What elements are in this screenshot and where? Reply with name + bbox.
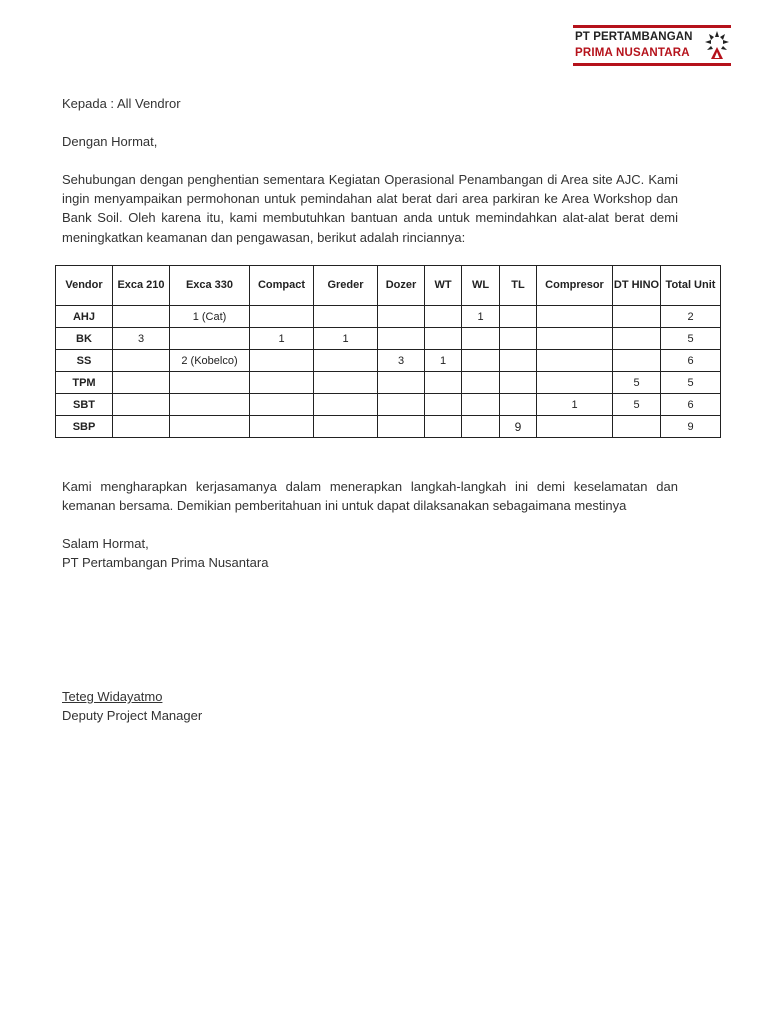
table-cell: 1 xyxy=(250,328,314,350)
table-cell xyxy=(314,350,378,372)
table-cell xyxy=(537,350,613,372)
table-cell: BK xyxy=(56,328,113,350)
table-cell xyxy=(378,372,425,394)
table-cell: SBP xyxy=(56,416,113,438)
table-cell xyxy=(170,372,250,394)
closing-paragraph: Kami mengharapkan kerjasamanya dalam menerapkan langkah-langkah ini demi keselamatan dan kemanan bersama. Demikian pemberitahuan ini untuk dapat dilaksanakan sebagaimana mestinya xyxy=(62,479,678,514)
table-cell: 6 xyxy=(661,394,721,416)
table-row xyxy=(56,372,721,394)
header-compresor: Compresor xyxy=(537,266,613,306)
header-total-unit: Total Unit xyxy=(661,266,721,306)
table-cell: 5 xyxy=(613,394,661,416)
table-header-row xyxy=(56,266,721,306)
table-cell xyxy=(537,372,613,394)
table-cell: 5 xyxy=(661,372,721,394)
table-cell: 3 xyxy=(378,350,425,372)
table-cell xyxy=(613,306,661,328)
header-exca-210: Exca 210 xyxy=(113,266,170,306)
table-cell xyxy=(500,350,537,372)
table-row xyxy=(56,350,721,372)
table-cell: 3 xyxy=(113,328,170,350)
header-dt-hino: DT HINO xyxy=(613,266,661,306)
header-compact: Compact xyxy=(250,266,314,306)
table-cell: 9 xyxy=(661,416,721,438)
table-row xyxy=(56,416,721,438)
signatory-title: Deputy Project Manager xyxy=(62,708,203,723)
greeting: Dengan Hormat, xyxy=(62,134,158,149)
table-cell xyxy=(250,350,314,372)
table-cell: 2 xyxy=(661,306,721,328)
company-logo-mark-icon xyxy=(703,29,731,61)
table-cell xyxy=(425,328,462,350)
equipment-table xyxy=(55,265,721,438)
table-cell xyxy=(500,306,537,328)
table-cell: 1 xyxy=(462,306,500,328)
salutation: Salam Hormat, xyxy=(62,536,149,551)
header-wl: WL xyxy=(462,266,500,306)
logo-top-rule xyxy=(573,25,731,28)
table-cell xyxy=(425,394,462,416)
table-cell xyxy=(613,350,661,372)
table-cell xyxy=(113,350,170,372)
header-wt: WT xyxy=(425,266,462,306)
table-cell xyxy=(613,416,661,438)
table-cell xyxy=(537,328,613,350)
table-row xyxy=(56,328,721,350)
table-cell xyxy=(113,416,170,438)
table-cell xyxy=(500,328,537,350)
table-cell xyxy=(378,416,425,438)
table-cell xyxy=(314,372,378,394)
table-cell xyxy=(250,306,314,328)
table-cell xyxy=(250,416,314,438)
table-cell: 5 xyxy=(613,372,661,394)
header-exca-330: Exca 330 xyxy=(170,266,250,306)
table-cell xyxy=(425,416,462,438)
table-cell: 9 xyxy=(500,416,537,438)
table-cell: 1 xyxy=(314,328,378,350)
table-cell xyxy=(113,394,170,416)
table-cell xyxy=(170,416,250,438)
signature-block xyxy=(62,687,678,706)
table-cell: 6 xyxy=(661,350,721,372)
table-cell xyxy=(500,372,537,394)
table-cell xyxy=(113,306,170,328)
table-cell xyxy=(250,372,314,394)
table-cell: AHJ xyxy=(56,306,113,328)
header-vendor: Vendor xyxy=(56,266,113,306)
intro-paragraph: Sehubungan dengan penghentian sementara Kegiatan Operasional Penambangan di Area site AJC. Kami ingin menyampaikan permohonan untuk pemindahan alat berat dari area parkiran ke Area Workshop dan Bank Soil. Oleh karena itu, kami membutuhkan bantuan anda untuk memindahkan alat-alat berat demi meningkatkan keamanan dan pengawasan, berikut adalah rinciannya: xyxy=(62,172,678,245)
table-cell xyxy=(462,372,500,394)
table-row xyxy=(56,394,721,416)
table-cell: 1 xyxy=(425,350,462,372)
table-cell xyxy=(314,306,378,328)
table-cell xyxy=(462,350,500,372)
table-cell xyxy=(378,306,425,328)
logo-line-2: PRIMA NUSANTARA xyxy=(575,47,690,59)
table-cell xyxy=(378,328,425,350)
table-cell xyxy=(537,416,613,438)
table-cell: SBT xyxy=(56,394,113,416)
table-cell xyxy=(613,328,661,350)
header-dozer: Dozer xyxy=(378,266,425,306)
recipient-line: Kepada : All Vendror xyxy=(62,96,181,111)
signatory-name: Teteg Widayatmo xyxy=(62,689,163,704)
table-cell xyxy=(314,394,378,416)
table-cell: 2 (Kobelco) xyxy=(170,350,250,372)
table-cell xyxy=(378,394,425,416)
table-cell xyxy=(250,394,314,416)
table-cell xyxy=(314,416,378,438)
table-cell xyxy=(500,394,537,416)
table-row xyxy=(56,306,721,328)
logo-bottom-rule xyxy=(573,63,731,66)
table-cell: 1 xyxy=(537,394,613,416)
table-cell xyxy=(170,328,250,350)
table-cell: 1 (Cat) xyxy=(170,306,250,328)
header-tl: TL xyxy=(500,266,537,306)
table-cell xyxy=(537,306,613,328)
table-cell: TPM xyxy=(56,372,113,394)
table-cell xyxy=(462,394,500,416)
logo-line-1: PT PERTAMBANGAN xyxy=(575,31,693,43)
table-cell xyxy=(462,328,500,350)
company-logo xyxy=(573,25,731,67)
company-name: PT Pertambangan Prima Nusantara xyxy=(62,555,269,570)
table-cell xyxy=(425,372,462,394)
table-cell: SS xyxy=(56,350,113,372)
table-cell xyxy=(113,372,170,394)
table-cell: 5 xyxy=(661,328,721,350)
header-greder: Greder xyxy=(314,266,378,306)
table-cell xyxy=(170,394,250,416)
table-cell xyxy=(425,306,462,328)
table-cell xyxy=(462,416,500,438)
